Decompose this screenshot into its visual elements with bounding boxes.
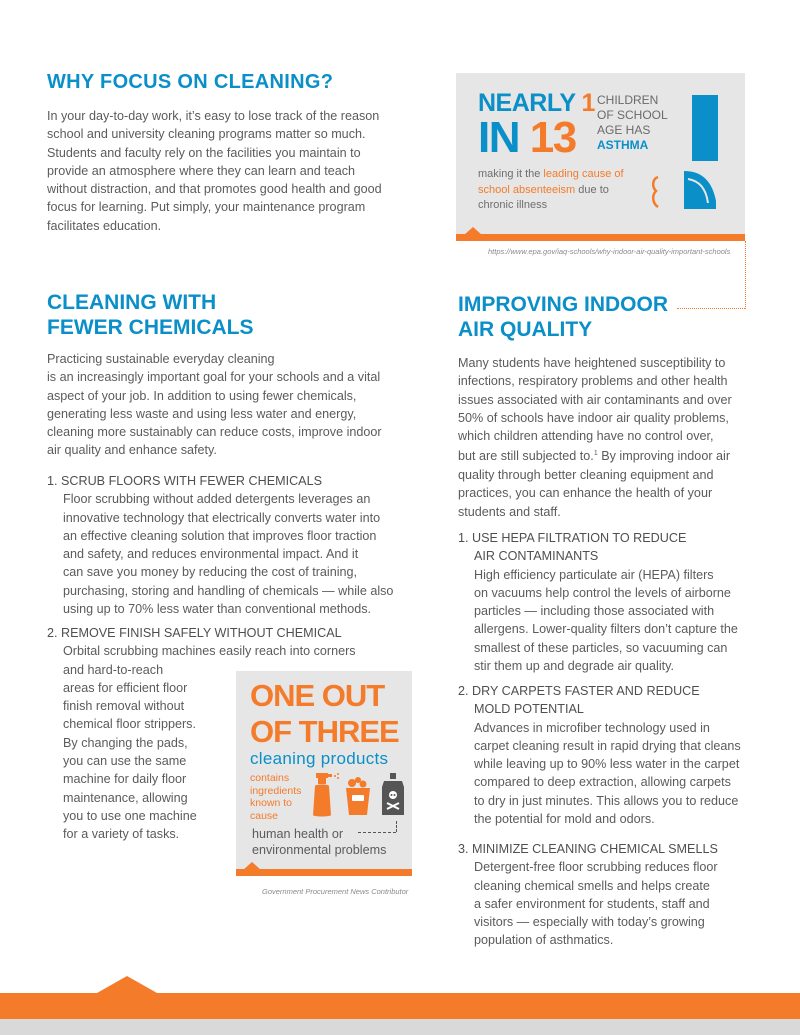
dotted-connector: [745, 241, 746, 309]
stat-number: 13: [529, 113, 576, 162]
text-line: Orbital scrubbing machines easily reach into corners: [63, 644, 356, 659]
text-line: CHILDREN: [597, 93, 659, 107]
text-line: air quality and enhance safety.: [47, 443, 217, 458]
poison-bottle-icon: [382, 773, 404, 815]
asthma-accent-triangle: [464, 227, 482, 235]
text-line: provide an atmosphere where they can learn and teach: [47, 163, 356, 178]
text-line: cause: [250, 809, 279, 822]
list-item-title: 1. SCRUB FLOORS WITH FEWER CHEMICALS: [47, 474, 322, 488]
text-line: focus for learning. Put simply, your maintenance program: [47, 200, 366, 215]
text-line: AGE HAS: [597, 123, 651, 137]
chemicals-accent-triangle: [243, 862, 261, 870]
text-line: stir them up and degrade air quality.: [474, 659, 674, 674]
text-line: on vacuums help control the levels of airborne: [474, 585, 731, 600]
list-item-title: MOLD POTENTIAL: [474, 702, 584, 717]
why-paragraph: [47, 107, 417, 235]
text-line: and safety, and reduces environmental impact. And it: [63, 547, 359, 562]
text-line: In your day-to-day work, it’s easy to lose track of the reason: [47, 109, 380, 123]
text-line: Advances in microfiber technology used in: [474, 720, 710, 735]
text-line: students and staff.: [458, 504, 561, 519]
text-line: machine for daily floor: [63, 772, 187, 787]
list-item-body: [47, 490, 427, 618]
text-line: is an increasingly important goal for your schools and a vital: [47, 370, 381, 385]
list-item-title: 1. USE HEPA FILTRATION TO REDUCE: [458, 531, 687, 545]
stat-word: NEARLY: [478, 89, 576, 117]
text-line: visitors — especially with today’s growing: [474, 915, 705, 930]
spray-bottle-icon: [313, 773, 339, 817]
text-line: 50% of schools have indoor air quality problems,: [458, 410, 729, 425]
text-line: the potential for mold and odors.: [474, 812, 655, 827]
list-item-body: [458, 566, 778, 676]
chemicals-infographic: [236, 671, 412, 869]
list-item: [458, 529, 778, 675]
text-line: which children attending have no control over,: [458, 429, 714, 444]
cleaning-heading: [47, 290, 254, 340]
list-item-title: 3. MINIMIZE CLEANING CHEMICAL SMELLS: [458, 842, 718, 856]
text-line: particles — including those associated with: [474, 604, 715, 619]
text-line: cleaning chemical smells and helps create: [474, 878, 710, 893]
chemical-icons: [312, 771, 408, 819]
air-quality-heading: [458, 292, 668, 342]
text-line: quality through better cleaning equipment and: [458, 467, 714, 482]
text-line: while leaving up to 90% less water in the carpet: [474, 757, 740, 772]
stat-note: [478, 167, 638, 214]
text-line: [458, 445, 763, 465]
bucket-icon: [346, 777, 370, 815]
text-line: you to use one machine: [63, 808, 197, 823]
list-item: [458, 840, 778, 950]
heading-line: CLEANING WITH: [47, 291, 217, 314]
text-line: purchasing, storing and handling of chemicals — while also: [63, 583, 394, 598]
text-line: generating less waste and using less water and energy,: [47, 406, 357, 421]
footer-bar: [0, 993, 800, 1019]
stat-in: [478, 115, 576, 161]
text-line: Students and faculty rely on the facilities you maintain to: [47, 145, 361, 160]
text-line: you can use the same: [63, 754, 187, 769]
text-line: Practicing sustainable everyday cleaning: [47, 352, 275, 366]
list-item: [458, 682, 778, 828]
text-line: population of asthmatics.: [474, 933, 614, 948]
lungs-icon: [650, 93, 722, 211]
stat-outcome: [252, 826, 386, 858]
text-line: High efficiency particulate air (HEPA) filters: [474, 567, 714, 582]
text-line: school and university cleaning programs matter so much.: [47, 127, 366, 142]
note-text: making it the: [478, 168, 544, 180]
stat-word: IN: [478, 113, 519, 162]
text-line: a safer environment for students, staff and: [474, 896, 710, 911]
footer-triangle: [97, 976, 157, 993]
text-line: innovative technology that electrically converts water into: [63, 510, 381, 525]
list-item-title: 2. DRY CARPETS FASTER AND REDUCE: [458, 684, 700, 698]
stat-headline: ONE OUT: [250, 678, 385, 713]
heading-line: FEWER CHEMICALS: [47, 316, 254, 339]
stat-number: 1: [581, 89, 595, 117]
stat-small-text: [250, 772, 310, 822]
text-line: to dry in just minutes. This allows you to reduce: [474, 793, 739, 808]
stat-accent: ASTHMA: [597, 138, 649, 152]
text-line: for a variety of tasks.: [63, 827, 180, 842]
text-line: can save you money by reducing the cost of training,: [63, 565, 358, 580]
text-line: cleaning more sustainably can reduce costs, improve indoor: [47, 425, 382, 440]
asthma-infographic: [456, 73, 745, 234]
note-highlight: leading cause of school absenteeism: [478, 168, 624, 196]
text-line: chemical floor strippers.: [63, 717, 196, 732]
text-line: human health or: [252, 827, 344, 841]
list-item-body: [458, 858, 778, 949]
stat-subject: cleaning products: [250, 749, 389, 768]
text-line: Detergent-free floor scrubbing reduces floor: [474, 860, 718, 875]
text-line: OF SCHOOL: [597, 108, 668, 122]
text-line: infections, respiratory problems and other health: [458, 374, 728, 389]
text-line: environmental problems: [252, 843, 387, 857]
asthma-source: https://www.epa.gov/iaq-schools/why-indoor-air-quality-important-schools: [488, 247, 731, 256]
text-line: using up to 70% less water than conventional methods.: [63, 602, 372, 617]
air-quality-paragraph: [458, 354, 763, 521]
heading-line: AIR QUALITY: [458, 318, 593, 341]
why-heading: WHY FOCUS ON CLEANING?: [47, 71, 334, 93]
stat-headline: OF THREE: [250, 714, 399, 749]
heading-line: IMPROVING INDOOR: [458, 293, 669, 316]
footer-gray-strip: [0, 1019, 800, 1035]
list-item-body: [458, 719, 778, 829]
asthma-accent-bar: [456, 234, 745, 241]
dashed-connector: [358, 832, 396, 833]
text-line: known to: [250, 797, 293, 809]
text-line: without distraction, and that promotes good health and good: [47, 182, 382, 197]
text-line: By changing the pads,: [63, 735, 188, 750]
text-line: compared to deep extraction, allowing carpets: [474, 775, 731, 790]
text-line: smallest of these particles, so vacuuming can: [474, 640, 728, 655]
text-line: finish removal without: [63, 699, 185, 714]
text-line: maintenance, allowing: [63, 790, 188, 805]
text-fragment: but are still subjected to.: [458, 449, 594, 464]
cleaning-paragraph: [47, 350, 417, 460]
text-fragment: By improving indoor air: [597, 449, 731, 464]
list-item-title: 2. REMOVE FINISH SAFELY WITHOUT CHEMICAL: [47, 626, 342, 640]
text-line: contains: [250, 772, 290, 784]
text-line: areas for efficient floor: [63, 680, 188, 695]
dashed-connector: [396, 821, 397, 832]
text-line: Many students have heightened susceptibility to: [458, 356, 726, 370]
footnote-marker: 1: [593, 450, 598, 458]
text-line: Floor scrubbing without added detergents leverages an: [63, 492, 371, 507]
text-line: an effective cleaning solution that improves floor traction: [63, 528, 377, 543]
chemicals-accent-bar: [236, 869, 412, 876]
text-line: facilitates education.: [47, 218, 162, 233]
text-line: issues associated with air contaminants and over: [458, 392, 732, 407]
chemicals-source: Government Procurement News Contributor: [262, 887, 409, 896]
text-line: carpet cleaning result in rapid drying that cleans: [474, 738, 741, 753]
list-item: [47, 472, 427, 618]
text-line: and hard-to-reach: [63, 662, 164, 677]
list-item-title: AIR CONTAMINANTS: [474, 549, 599, 564]
text-line: ingredients: [250, 784, 302, 797]
text-line: aspect of your job. In addition to using fewer chemicals,: [47, 388, 357, 403]
note-text: due to chronic illness: [478, 183, 609, 211]
text-line: allergens. Lower-quality filters don’t capture the: [474, 622, 738, 637]
text-line: practices, you can enhance the health of your: [458, 486, 713, 501]
dotted-connector: [677, 308, 745, 309]
